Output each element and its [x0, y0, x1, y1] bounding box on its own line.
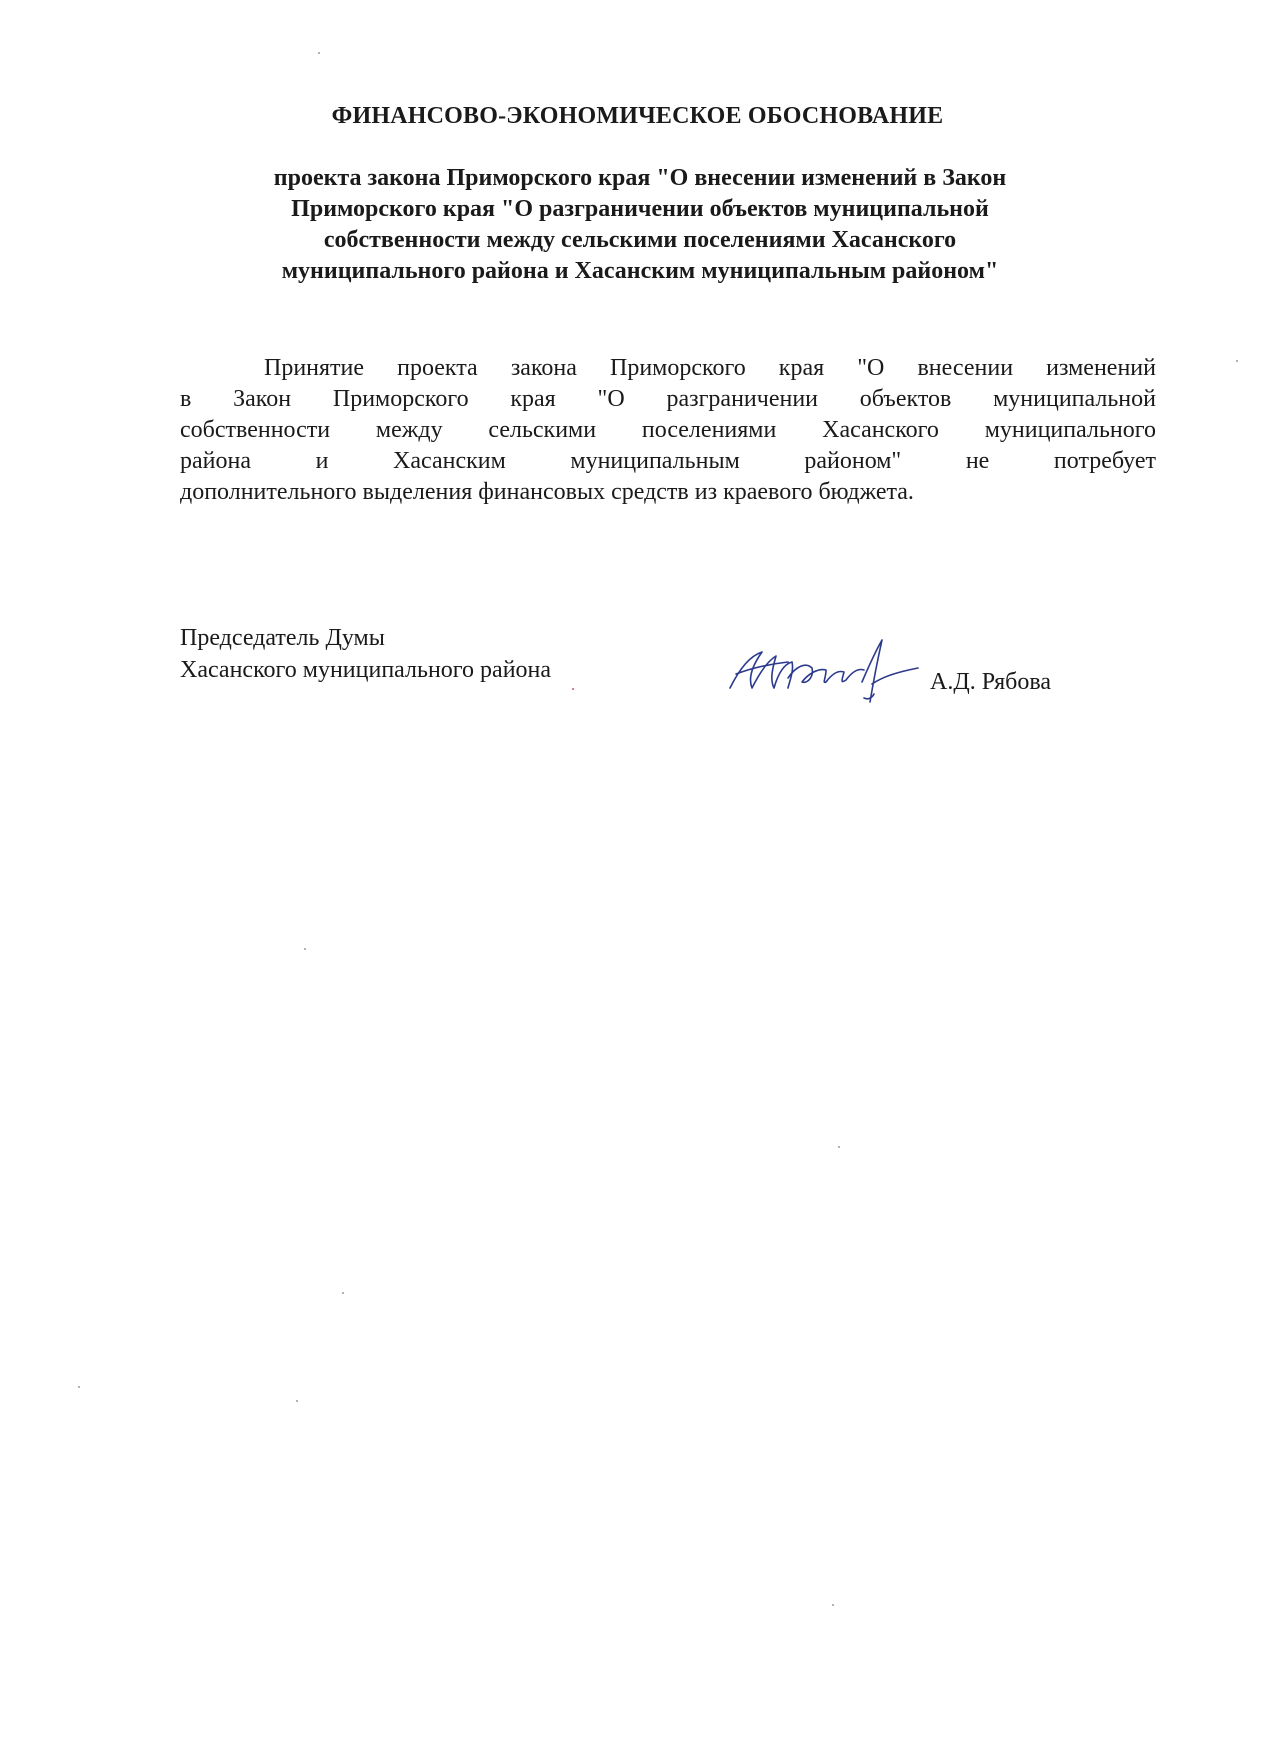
document-subtitle: [180, 163, 1100, 287]
scan-speck: [838, 1146, 840, 1148]
scan-speck: [304, 948, 306, 950]
body-line: района и Хасанским муниципальным районом" не потребует: [180, 448, 1156, 474]
scan-speck: [78, 1386, 80, 1388]
scan-speck: [572, 688, 574, 690]
position-line: Хасанского муниципального района: [180, 657, 552, 683]
body-paragraph: [180, 353, 1156, 508]
body-line: в Закон Приморского края "О разграничении объектов муниципальной: [180, 386, 1156, 412]
subtitle-line: проекта закона Приморского края "О внесении изменений в Закон: [273, 165, 1007, 191]
scan-speck: [832, 1604, 834, 1606]
position-line: Председатель Думы: [180, 625, 385, 651]
subtitle-line: муниципального района и Хасанским муниципальным районом": [281, 258, 999, 284]
handwritten-signature: [722, 618, 932, 718]
body-line: дополнительного выделения финансовых средств из краевого бюджета.: [180, 479, 914, 505]
subtitle-line: собственности между сельскими поселениями Хасанского: [323, 227, 957, 253]
subtitle-line: Приморского края "О разграничении объектов муниципальной: [291, 196, 989, 222]
body-line: собственности между сельскими поселениями Хасанского муниципального: [180, 417, 1156, 443]
signer-name: А.Д. Рябова: [930, 669, 1052, 695]
body-line: Принятие проекта закона Приморского края "О внесении изменений: [264, 355, 1156, 381]
scan-speck: [296, 1400, 298, 1402]
scan-speck: [1236, 360, 1238, 362]
scan-speck: [318, 52, 320, 54]
document-title: ФИНАНСОВО-ЭКОНОМИЧЕСКОЕ ОБОСНОВАНИЕ: [331, 103, 944, 129]
signatory-position: [180, 622, 551, 686]
scan-speck: [342, 1292, 344, 1294]
